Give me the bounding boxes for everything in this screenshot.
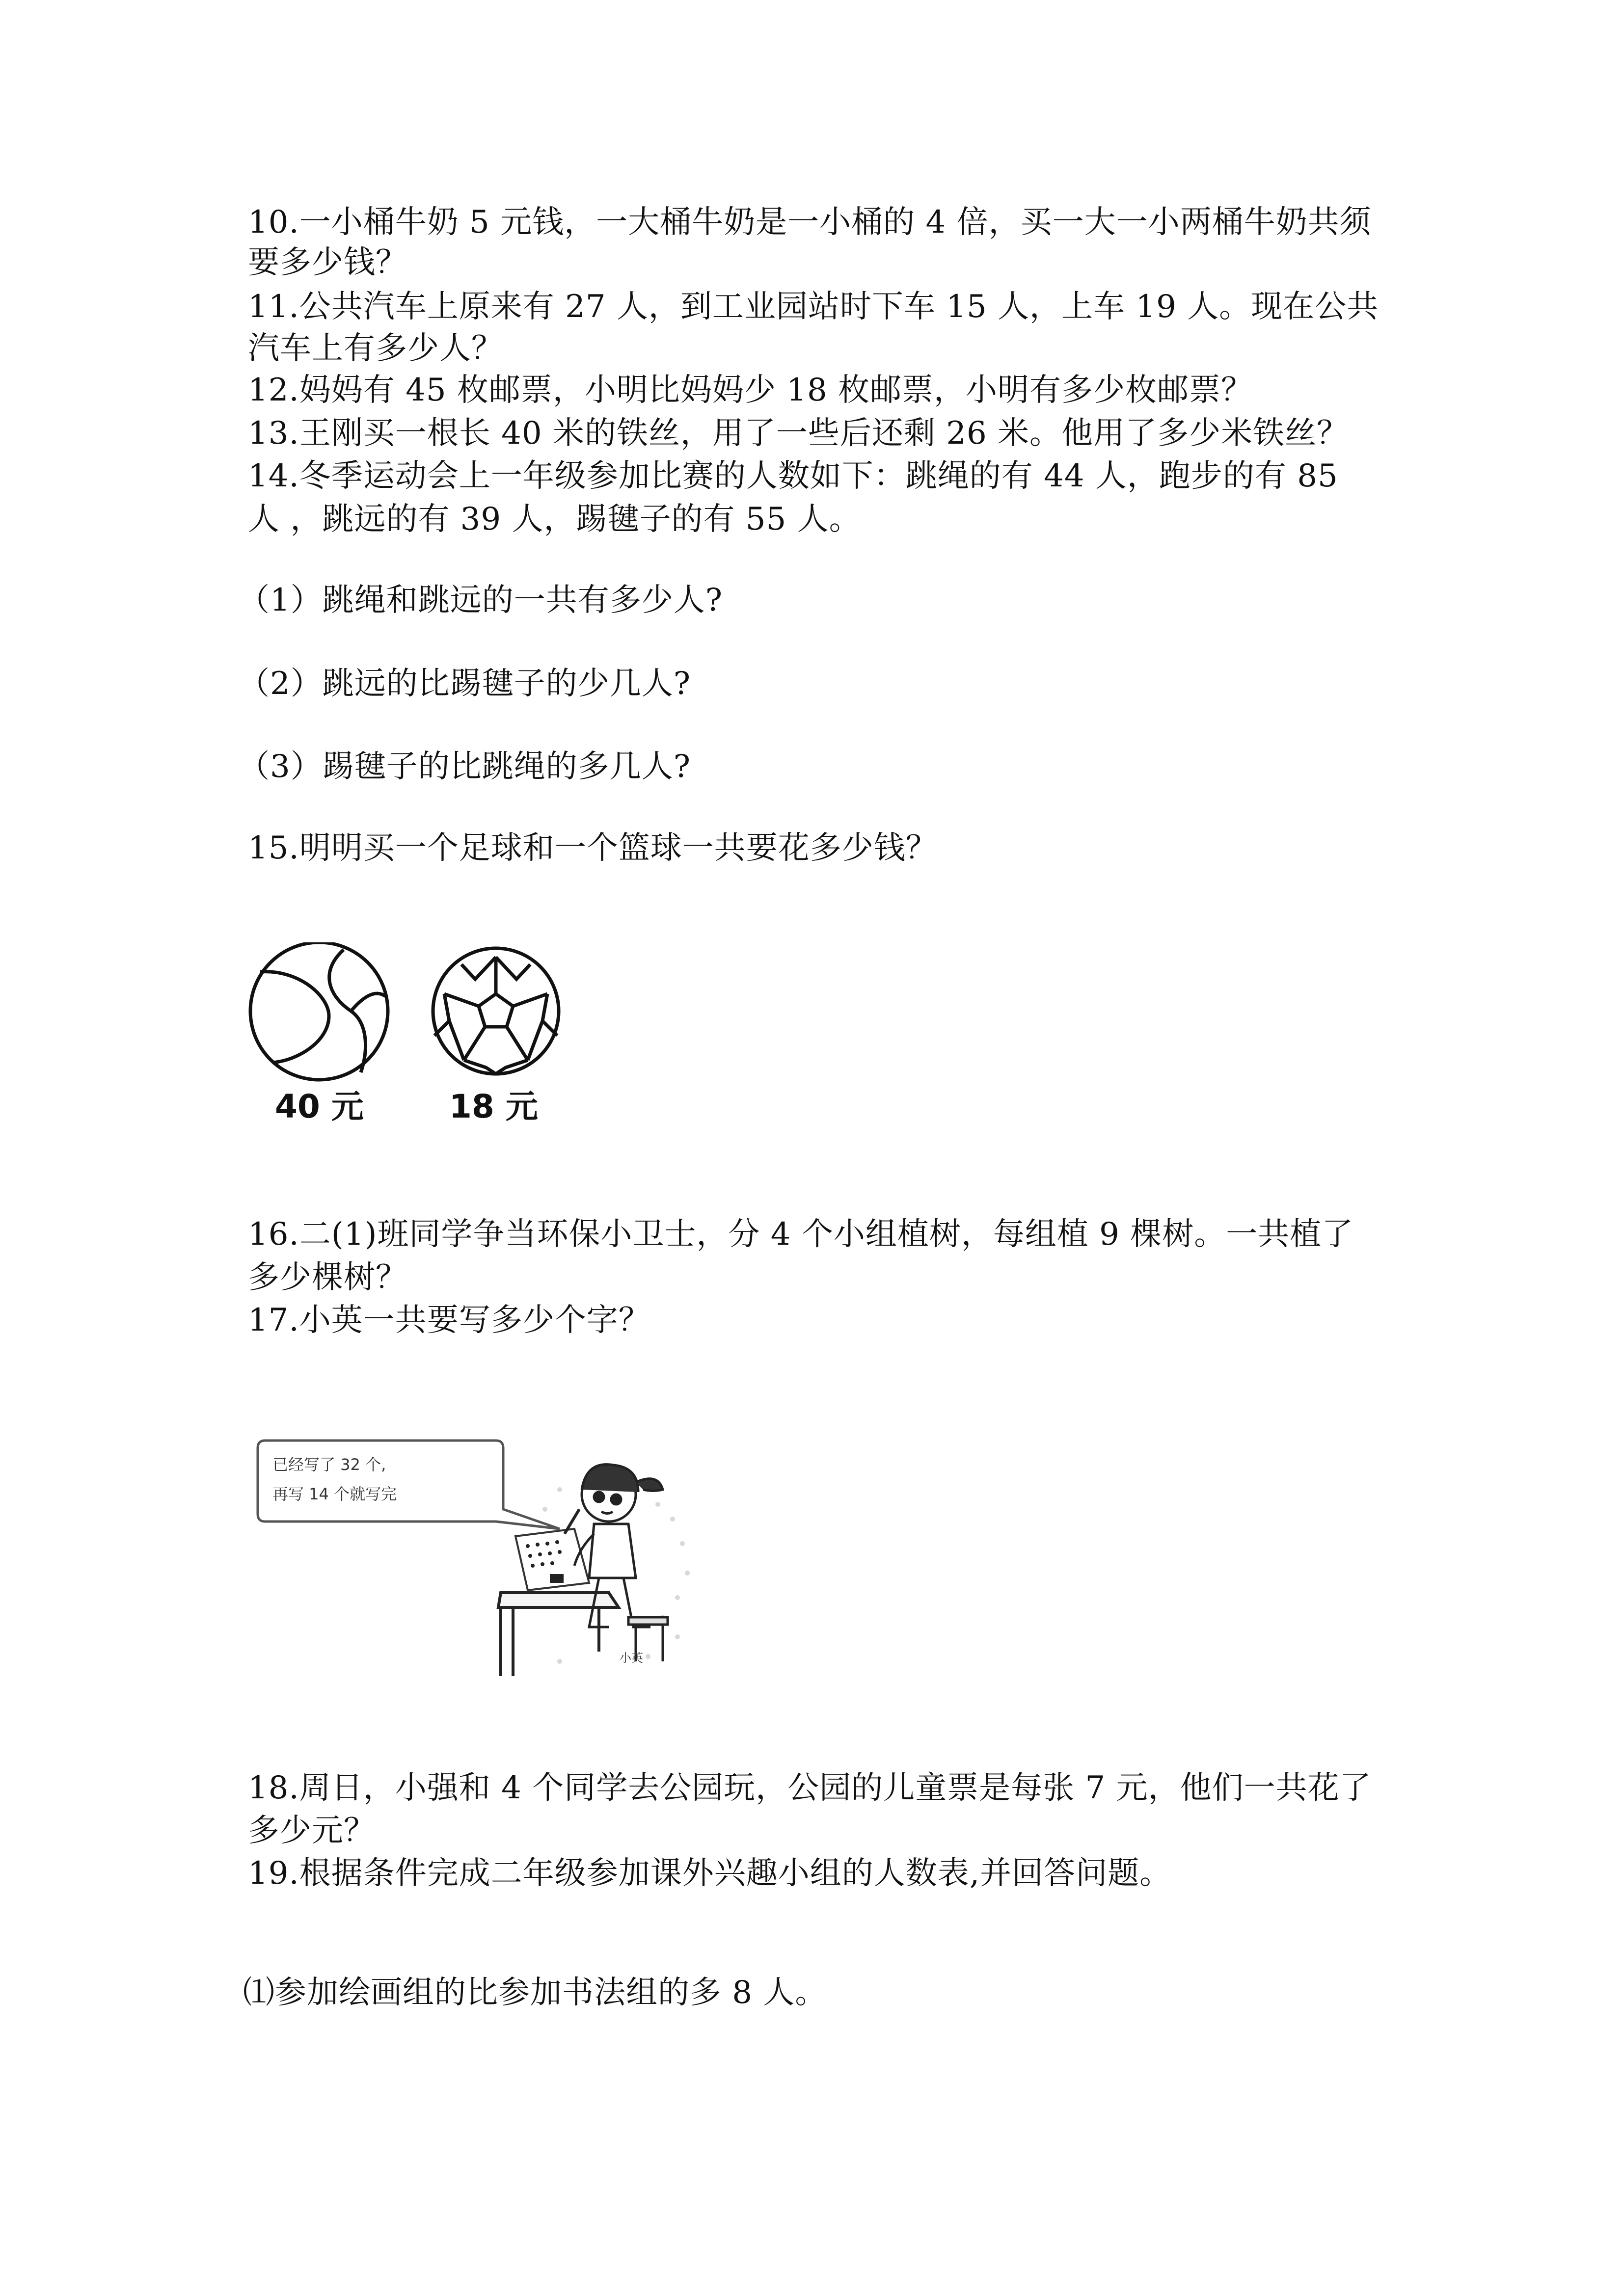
q14-sub3: （3）踢毽子的比跳绳的多几人? [238,748,691,785]
q11-line2: 汽车上有多少人？ [248,330,503,367]
q14-sub2: （2）跳远的比踢毽子的少几人? [238,666,691,702]
paper-icon [515,1529,589,1590]
q17-line1: 17.小英一共要写多少个字？ [248,1302,650,1338]
basketball-price: 40 元 [275,1088,364,1125]
bubble-line2: 再写 14 个就写完 [272,1485,397,1503]
q14-sub1: （1）跳绳和跳远的一共有多少人? [238,582,723,618]
q14-line1: 14.冬季运动会上一年级参加比赛的人数如下：跳绳的有 44 人，跑步的有 85 [248,458,1338,494]
bubble-line1: 已经写了 32 个, [272,1455,386,1474]
ball-figures [245,942,579,1104]
q15-line1: 15.明明买一个足球和一个篮球一共要花多少钱？ [248,830,938,866]
q12-line1: 12.妈妈有 45 枚邮票，小明比妈妈少 18 枚邮票，小明有多少枚邮票？ [248,372,1253,408]
q19-sub1: ⑴参加绘画组的比参加书法组的多 8 人。 [243,1975,827,2011]
q10-line1: 10.一小桶牛奶 5 元钱，一大桶牛奶是一小桶的 4 倍，买一大一小两桶牛奶共须 [248,204,1372,240]
q11-line1: 11.公共汽车上原来有 27 人，到工业园站时下车 15 人，上车 19 人。现在公共 [248,289,1379,325]
q18-line2: 多少元？ [248,1813,376,1849]
football-icon [433,948,559,1074]
desk-icon [498,1593,619,1676]
football-price: 18 元 [449,1088,538,1125]
girl-name-label: 小英 [620,1651,643,1665]
basketball-icon [250,942,388,1080]
q14-line2: 人 ，跳远的有 39 人，踢毽子的有 55 人。 [248,501,861,537]
q16-line1: 16.二(1)班同学争当环保小卫士，分 4 个小组植树，每组植 9 棵树。一共植了 [248,1216,1354,1253]
q13-line1: 13.王刚买一根长 40 米的铁丝，用了一些后还剩 26 米。他用了多少米铁丝？ [248,415,1349,452]
q19-line1: 19.根据条件完成二年级参加课外兴趣小组的人数表,并回答问题。 [248,1855,1172,1892]
q10-line2: 要多少钱？ [248,244,407,281]
q16-line2: 多少棵树？ [248,1259,407,1296]
q18-line1: 18.周日，小强和 4 个同学去公园玩，公园的儿童票是每张 7 元，他们一共花了 [248,1770,1372,1806]
